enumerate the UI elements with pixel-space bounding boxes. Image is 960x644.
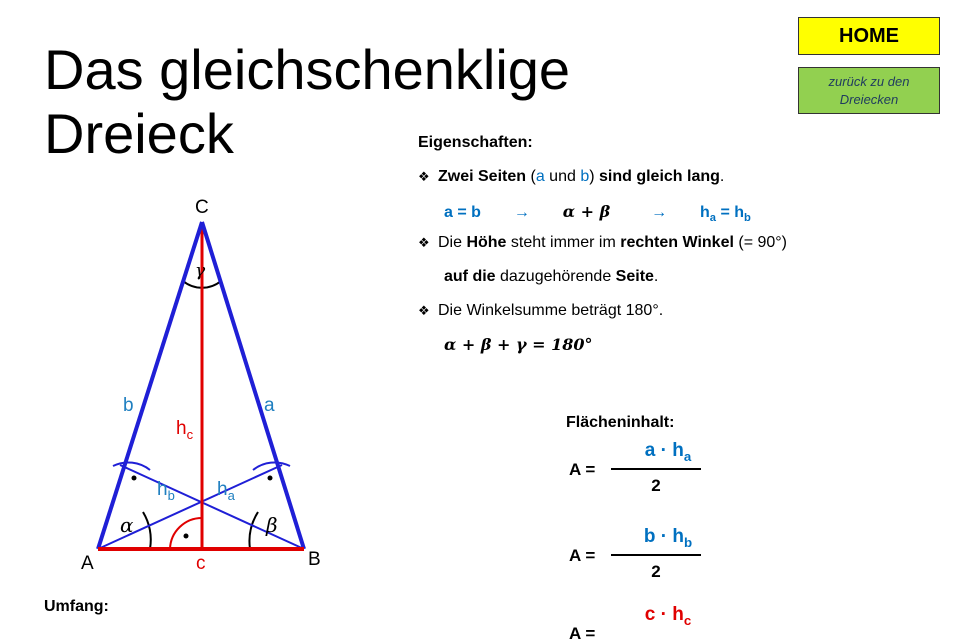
- formula-angles: α + β: [562, 202, 611, 221]
- p1-side-b: b: [580, 168, 590, 185]
- diamond-bullet-icon: ❖: [418, 235, 430, 250]
- back-label-line-1: zurück zu den: [828, 74, 910, 89]
- f2-num-main: b · h: [643, 526, 684, 547]
- back-label-line-2: Dreiecken: [839, 92, 899, 107]
- height-a-main: h: [217, 479, 228, 500]
- right-angle-dot-ha: [268, 476, 273, 481]
- formula-heights: [700, 204, 751, 225]
- alpha-arc: [143, 512, 151, 549]
- vertex-a-label: A: [81, 553, 94, 574]
- formula-a-lhs: A =: [569, 460, 596, 479]
- f3-num-sub: c: [683, 612, 692, 628]
- p2c-t1: dazugehörende: [495, 268, 616, 285]
- title-line-2: Dreieck: [44, 102, 234, 165]
- formula-a-denominator: 2: [651, 476, 661, 495]
- beta-arc: [249, 512, 258, 549]
- perimeter-heading: Umfang:: [44, 598, 109, 615]
- arrow-right-icon-1: →: [513, 204, 530, 221]
- angle-sum-formula: α + β + γ = 180°: [444, 335, 593, 354]
- property-angle-sum: [418, 302, 663, 320]
- p2c-t2: .: [653, 268, 659, 285]
- p1-side-a: a: [535, 168, 545, 185]
- diamond-bullet-icon: ❖: [418, 169, 430, 184]
- p2-t3: (= 90°): [733, 234, 788, 251]
- right-angle-dot-hb: [132, 476, 137, 481]
- formula-b-numerator: [623, 526, 713, 550]
- height-c-label: [176, 418, 194, 442]
- f1-num-sub: a: [683, 448, 692, 464]
- right-angle-dot-hc: [184, 534, 189, 539]
- title-line-1: Das gleichschenklige: [44, 38, 571, 101]
- formula-a-fraction-bar: [611, 468, 701, 470]
- p1-paren-open: (: [526, 168, 536, 185]
- back-to-triangles-button[interactable]: [798, 67, 940, 114]
- area-heading: Flächeninhalt:: [566, 414, 675, 431]
- p1-und: und: [544, 168, 581, 185]
- formula-a-eq-b: a = b: [444, 204, 481, 221]
- f2-num-sub: b: [683, 534, 693, 550]
- angle-alpha-label: α: [120, 513, 134, 537]
- right-angle-arc-hb: [113, 462, 150, 470]
- side-a-label: a: [264, 395, 275, 416]
- vertex-c-label: C: [195, 197, 209, 218]
- property-height-right-angle: [418, 234, 787, 252]
- height-b-label: [157, 479, 175, 503]
- formula-a-numerator: [623, 440, 713, 464]
- side-b-label: b: [123, 395, 134, 416]
- formula-b-fraction-bar: [611, 554, 701, 556]
- height-b-sub: b: [167, 488, 175, 503]
- formula-c-numerator: [623, 604, 713, 628]
- formula-h-b-sub: b: [744, 212, 751, 225]
- p1-bold-start: Zwei Seiten: [438, 168, 527, 185]
- p3-text: Die Winkelsumme beträgt 180°.: [438, 302, 664, 319]
- diamond-bullet-icon: ❖: [418, 303, 430, 318]
- p2-t1: Die: [438, 234, 467, 251]
- p2-bold2: rechten Winkel: [620, 234, 734, 251]
- p1-period: .: [719, 168, 725, 185]
- f1-num-main: a · h: [644, 440, 684, 461]
- property-height-continuation: [444, 268, 658, 286]
- formula-c-lhs: A =: [569, 624, 596, 643]
- height-a-label: [217, 479, 236, 503]
- arrow-right-icon-2: →: [651, 204, 668, 221]
- property-equal-sides-formula: [444, 202, 751, 224]
- height-c-sub: c: [186, 427, 194, 442]
- formula-h-a-sub: a: [709, 212, 717, 225]
- side-b-line: [98, 222, 202, 549]
- formula-h-a: h: [700, 204, 710, 221]
- angle-beta-label: β: [266, 513, 278, 537]
- angle-gamma-label: γ: [195, 261, 206, 281]
- formula-b-lhs: A =: [569, 546, 596, 565]
- f3-num-main: c · h: [644, 604, 684, 625]
- triangle-diagram: [60, 190, 350, 590]
- vertex-b-label: B: [308, 549, 321, 570]
- height-b-main: h: [157, 479, 168, 500]
- properties-heading: Eigenschaften:: [418, 134, 533, 151]
- p2-t2: steht immer im: [506, 234, 621, 251]
- p2-bold1: Höhe: [466, 234, 507, 251]
- property-equal-sides: [418, 168, 724, 186]
- side-c-label: c: [196, 553, 206, 574]
- formula-b-denominator: 2: [651, 562, 661, 581]
- home-button[interactable]: HOME: [798, 17, 940, 55]
- p2c-bold1: auf die: [444, 268, 496, 285]
- p2c-bold2: Seite: [615, 268, 654, 285]
- height-a-sub: a: [227, 488, 235, 503]
- height-c-main: h: [176, 418, 187, 439]
- p1-bold-end: sind gleich lang: [599, 168, 720, 185]
- formula-h-mid: = h: [716, 204, 745, 221]
- p1-paren-close: ): [589, 168, 599, 185]
